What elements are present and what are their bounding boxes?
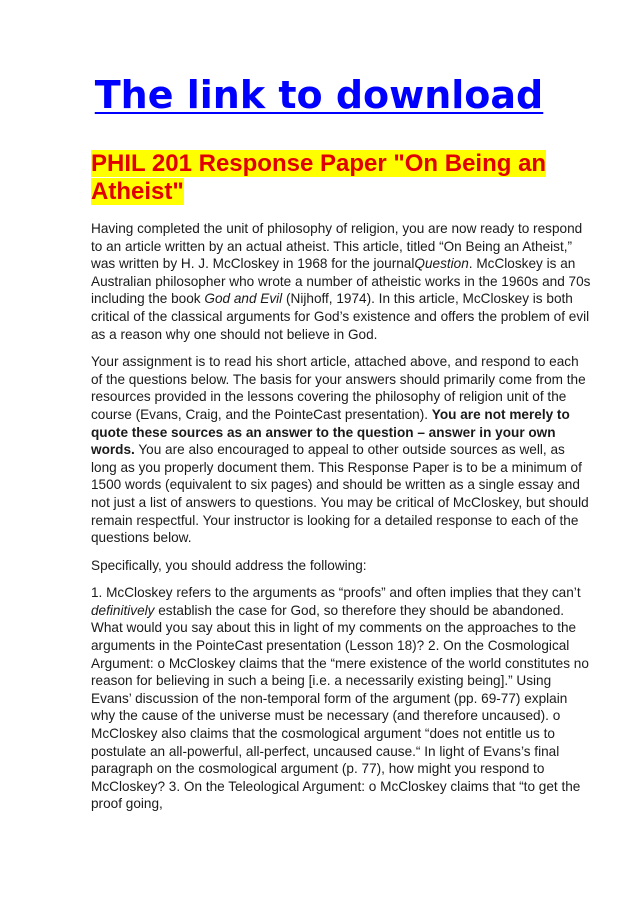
- text-run: God and Evil: [204, 291, 283, 307]
- paper-title: [91, 150, 611, 206]
- text-run: . McCloskey is an Australian philosopher who wrote a number of atheistic works in the 1960s and 70s including the book: [91, 256, 591, 307]
- text-run: Your assignment is to read his short article, attached above, and respond to each of the questions below. The basis for your answers should primarily come from the resources provided in the lessons covering the philosophy of religion unit of the course (Evans, Craig, and the PointeCast presentation).: [91, 354, 586, 422]
- paragraph-questions: [91, 584, 591, 813]
- paragraph-specifically: [91, 557, 591, 575]
- text-run: Question: [414, 256, 469, 272]
- body-text: [91, 220, 591, 823]
- text-run: You are not merely to quote these sources as an answer to the question – answer in your own words.: [91, 406, 570, 458]
- download-link[interactable]: The link to download: [94, 73, 544, 117]
- paragraph-assignment: [91, 353, 591, 547]
- text-run: (Nijhoff, 1974). In this article, McCloskey is both critical of the classical arguments for God’s existence and offers the problem of evil as a reason why one should not believe in God.: [91, 291, 590, 342]
- text-run: Having completed the unit of philosophy of religion, you are now ready to respond to an article written by an actual atheist. This article, titled “On Being an Atheist,” was written by H. J. McCloskey in 1968 for the journal: [91, 221, 583, 272]
- text-run: 1. McCloskey refers to the arguments as “proofs” and often implies that they can’t: [91, 585, 581, 601]
- text-run: definitively: [91, 602, 155, 618]
- text-run: establish the case for God, so therefore they should be abandoned. What would you say about this in light of my comments on the approaches to the arguments in the PointeCast presentation (Lesson 18)? 2. On the Cosmological Argument: o McCloskey claims that the “mere existence of the world constitutes no reason for believing in such a being [i.e. a necessarily existing being].” Using Evans’ discussion of the non-temporal form of the argument (pp. 69-77) explain why the cause of the universe must be necessary (and therefore uncaused). o McCloskey also claims that the cosmological argument “does not entitle us to postulate an all-powerful, all-perfect, uncaused cause.“ In light of Evans’s final paragraph on the cosmological argument (p. 77), how might you respond to McCloskey? 3. On the Teleological Argument: o McCloskey claims that “to get the proof going,: [91, 602, 589, 812]
- paragraph-intro: [91, 220, 591, 343]
- paper-title-text: PHIL 201 Response Paper "On Being an Atheist": [91, 150, 547, 205]
- text-run: Specifically, you should address the following:: [91, 557, 367, 573]
- text-run: You are also encouraged to appeal to other outside sources as well, as long as you properly document them. This Response Paper is to be a minimum of 1500 words (equivalent to six pages) and should be written as a single essay and not just a list of answers to questions. You may be critical of McCloskey, but should remain respectful. Your instructor is looking for a detailed response to each of the questions below.: [91, 442, 589, 546]
